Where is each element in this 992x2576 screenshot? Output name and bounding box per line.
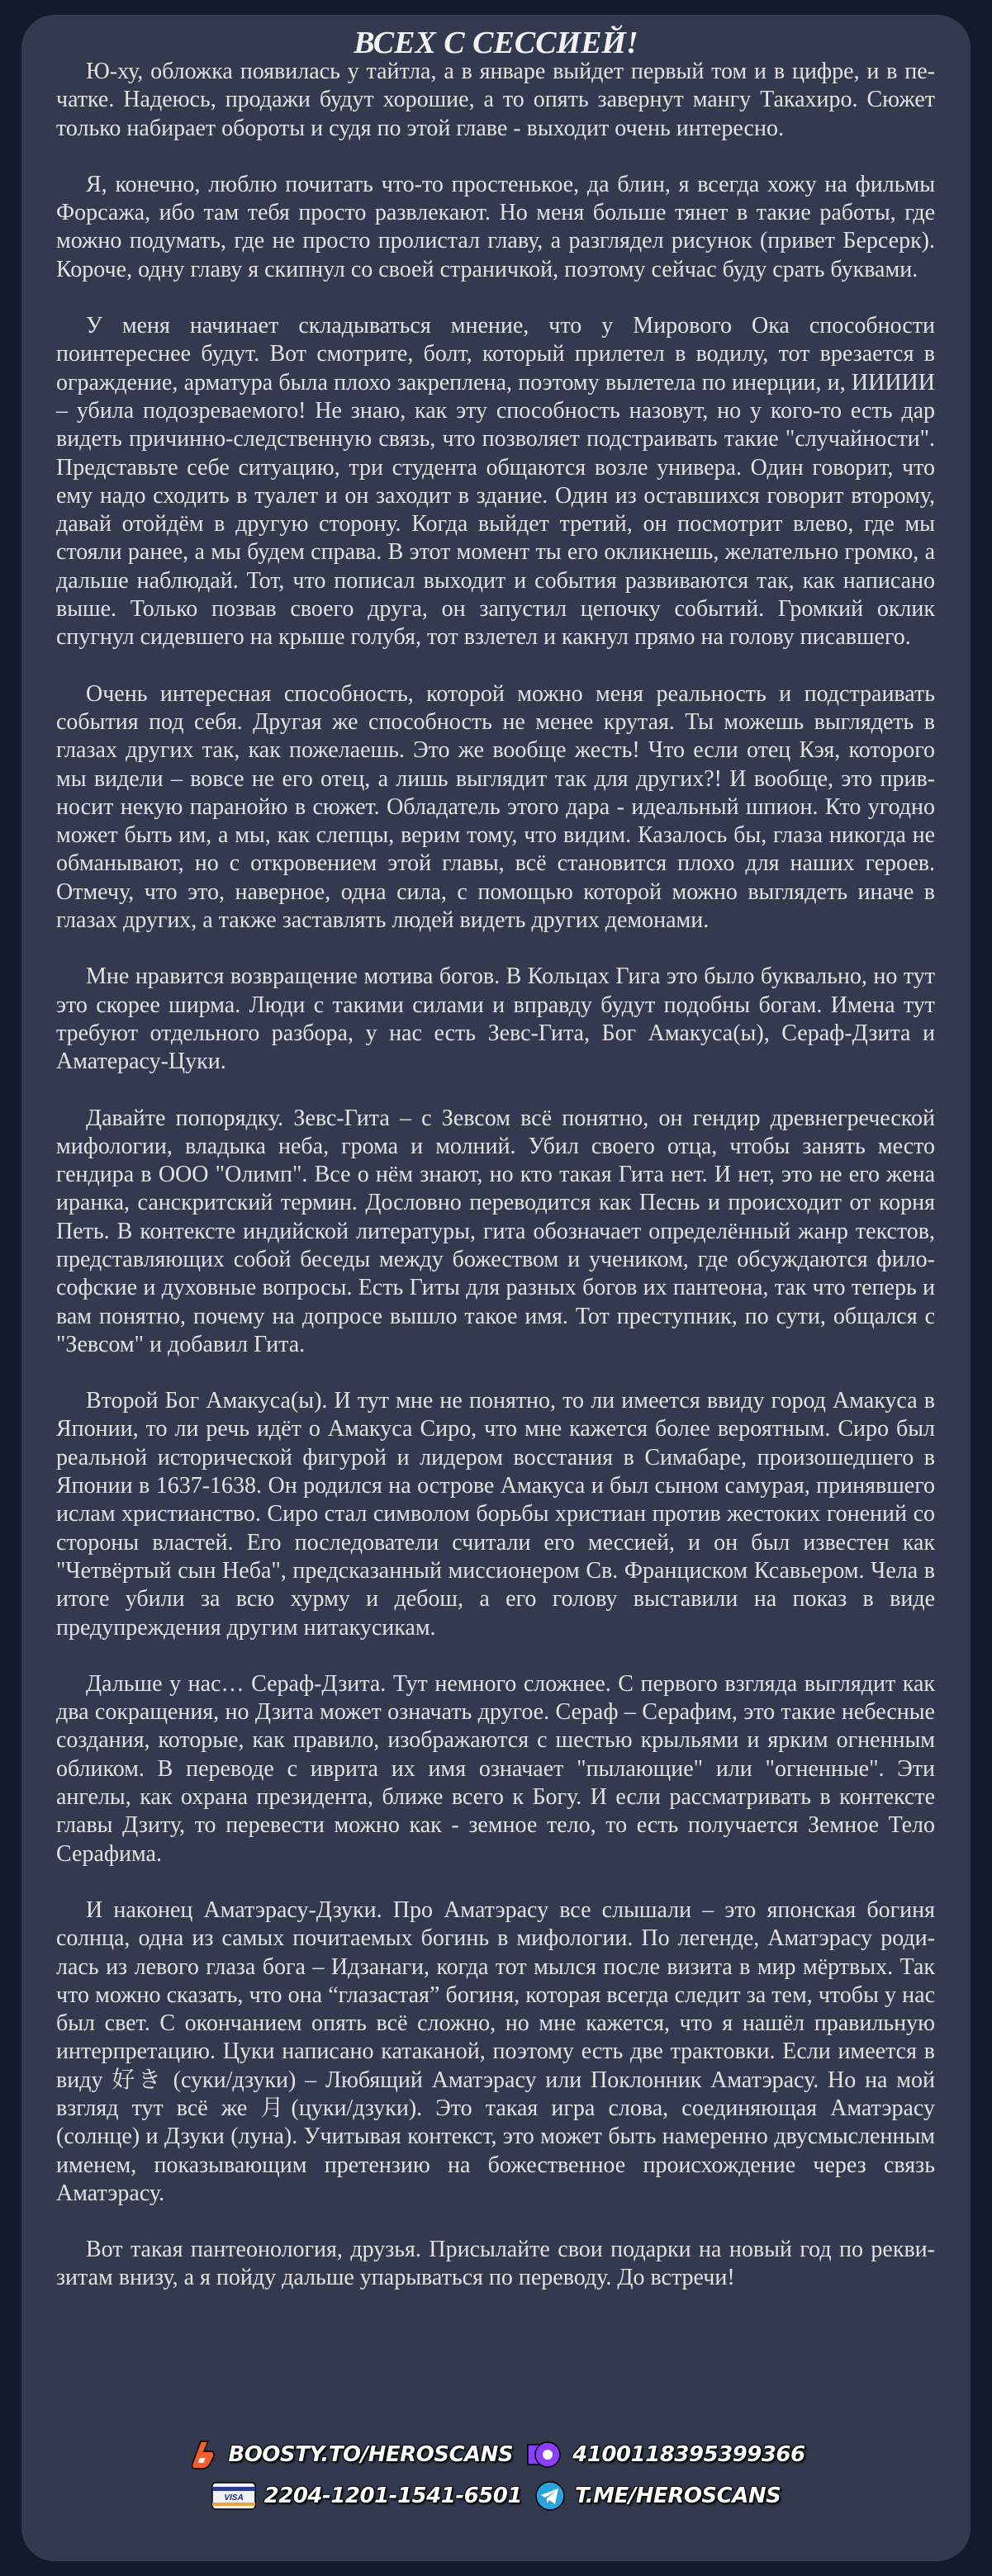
telegram-icon — [534, 2479, 567, 2512]
visa-logo-text: VISA — [223, 2493, 244, 2503]
boosty-link[interactable] — [187, 2438, 513, 2471]
yoomoney-wallet: 4100118395399366 — [572, 2442, 805, 2467]
boosty-url: BOOSTY.TO/HEROSCANS — [228, 2442, 514, 2467]
card-number-item[interactable] — [211, 2482, 522, 2510]
telegram-url: T.ME/HEROSCANS — [574, 2484, 781, 2508]
paragraph: Мне нравится возвращение мотива богов. В Кольцах Гига это было буквально, но тут это скорее ширма. Люди с такими силами и вправду будут подобны богам. Имена тут требуют отдельного разбора, у нас есть Зевс-Гита, Бог Амакуса(ы), Сераф-Дзита и Аматерасу-Цуки. — [56, 964, 935, 1075]
paragraph: Ю-ху, обложка появилась у тайтла, а в январе выйдет первый том и в цифре, и в печатке. Надеюсь, продажи будут хорошие, а то опять завернут мангу Такахиро. Сюжет только набирает обороты и судя по этой главе - выходит очень интересно. — [56, 59, 935, 141]
footer-row-top — [21, 2434, 971, 2475]
donation-footer — [21, 2434, 971, 2533]
page-title: ВСЕХ С СЕССИЕЙ! — [354, 26, 638, 60]
paragraph: Давайте попорядку. Зевс-Гита – с Зевсом всё понятно, он гендир древнегреческой мифологии, владыка неба, грома и молний. Убил своего отца, чтобы занять место гендира в ООО "Олимп". Все о нём знают, но кто такая Гита нет. И нет, это не его жена иранка, санскритский термин. Дословно переводится как Песнь и происходит от корня Петь. В контексте индийской литературы, гита обозначает определённый жанр текстов, представляющих собой беседы между божеством и учеником, где обсуждаются философские и духовные вопросы. Есть Гиты для разных богов их пантеона, так что теперь и вам понятно, почему на допросе вышло такое имя. Тот преступник, по сути, общался с "Зевсом" и добавил Гита. — [56, 1105, 935, 1357]
card-number: 2204-1201-1541-6501 — [263, 2484, 522, 2508]
announcement-card — [21, 15, 971, 2561]
yoomoney-link[interactable] — [524, 2438, 805, 2471]
visa-card-icon — [211, 2482, 256, 2510]
paragraph: У меня начинает складываться мнение, что у Мирового Ока способности поинтереснее будут. Вот смотрите, болт, который прилетел в водилу, тот врезается в ограждение, арматура была плохо закреплена, поэтому вылетела по инерции, и, ИИИИИ – убила подозреваемого! Не знаю, как эту способность назовут, но у кого-то есть дар видеть причинно-следственную связь, что позволяет подстраивать такие "случайности". Представьте себе ситуацию, три студента общаются возле универа. Один говорит, что ему надо сходить в туалет и он заходит в здание. Один из оставшихся говорит второму, давай отойдём в другую сторону. Когда выйдет третий, он посмотрит влево, где мы стояли ранее, а мы будем справа. В этот момент ты его окликнешь, желательно громко, а дальше наблюдай. Тот, что пописал выходит и события развиваются так, как написано выше. Только позвав своего друга, он запустил цепочку событий. Громкий оклик спугнул сидевшего на крыше голубя, тот взлетел и какнул прямо на голову писавшего. — [56, 313, 935, 651]
paragraph: Я, конечно, люблю почитать что-то простенькое, да блин, я всегда хожу на фильмы Форсажа, ибо там тебя просто развлекают. Но меня больше тянет в такие работы, где можно подумать, где не просто пролистал главу, а разглядел рисунок (привет Берсерк). Короче, одну главу я скипнул со своей страничкой, поэтому сейчас буду срать буквами. — [56, 171, 935, 282]
paragraph: Очень интересная способность, которой можно меня реальность и подстраивать события под себя. Другая же способность не менее крутая. Ты можешь выглядеть в глазах других так, как пожелаешь. Это же вообще жесть! Что если отец Кэя, которого мы видели – вовсе не его отец, а лишь выглядит так для других?! И вообще, это привносит некую паранойю в сюжет. Обладатель этого дара - идеальный шпион. Кто угодно может быть им, а мы, как слепцы, верим тому, что видим. Казалось бы, глаза никогда не обманывают, но с откровением этой главы, всё становится плохо для наших героев. Отмечу, что это, наверное, одна сила, с помощью которой можно выглядеть иначе в глазах других, а также заставлять людей видеть других демонами. — [56, 680, 935, 934]
paragraph: И наконец Аматэрасу-Дзуки. Про Аматэрасу все слышали – это японская богиня солнца, одна из самых почитаемых богинь в мифологии. По легенде, Аматэрасу родилась из левого глаза бога – Идзанаги, когда тот мылся после визита в мир мёртвых. Так что можно сказать, что она “глазастая” богиня, которая всегда следит за тем, чтобы у нас был свет. С окончанием опять всё сложно, но мне кажется, что я нашёл правильную интерпретацию. Цуки написано катаканой, поэтому есть две трактовки. Если имеется в виду 好き (суки/дзуки) – Любящий Аматэрасу или Поклонник Аматэрасу. Но на мой взгляд тут всё же 月(цуки/дзуки). Это такая игра слова, соединяющая Аматэрасу (солнце) и Дзуки (луна). Учитывая контекст, это может быть намеренно двусмысленным именем, показывающим претензию на божественное происхождение через связь Аматэрасу. — [56, 1896, 935, 2206]
paragraph: Вот такая пантеонология, друзья. Присылайте свои подарки на новый год по реквизитам внизу, а я пойду дальше упарываться по переводу. До встречи! — [56, 2237, 935, 2291]
paragraph: Второй Бог Амакуса(ы). И тут мне не понятно, то ли имеется ввиду город Амакуса в Японии, то ли речь идёт о Амакуса Сиро, что мне кажется более вероятным. Сиро был реальной исторической фигурой и лидером восстания в Симабаре, произошедшего в Японии в 1637-1638. Он родился на острове Амакуса и был сыном самурая, принявшего ислам христианство. Сиро стал символом борьбы христиан против жестоких гонений со стороны властей. Его последователи считали его мессией, и он был известен как "Четвёртый сын Неба", предсказанный миссионером Св. Франциском Ксавьером. Чела в итоге убили за всю хурму и дебош, а его голову выставили на показ в виде предупреждения другим нитакусикам. — [56, 1388, 935, 1641]
telegram-link[interactable] — [534, 2479, 781, 2512]
boosty-icon — [187, 2438, 220, 2471]
footer-row-bottom — [21, 2475, 971, 2517]
yoomoney-icon — [524, 2438, 564, 2471]
paragraph: Дальше у нас… Сераф-Дзита. Тут немного сложнее. С первого взгляда выглядит как два сокращения, но Дзита может означать другое. Сераф – Серафим, это такие небесные создания, которые, как правило, изображаются с шестью крыльями и ярким огненным обликом. В переводе с иврита их имя означает "пылающие" или "огненные". Эти ангелы, как охрана президента, ближе всего к Богу. И если рассматривать в контексте главы Дзиту, то перевести можно как - земное тело, то есть получается Земное Тело Серафима. — [56, 1670, 935, 1867]
article-body — [56, 58, 935, 2321]
